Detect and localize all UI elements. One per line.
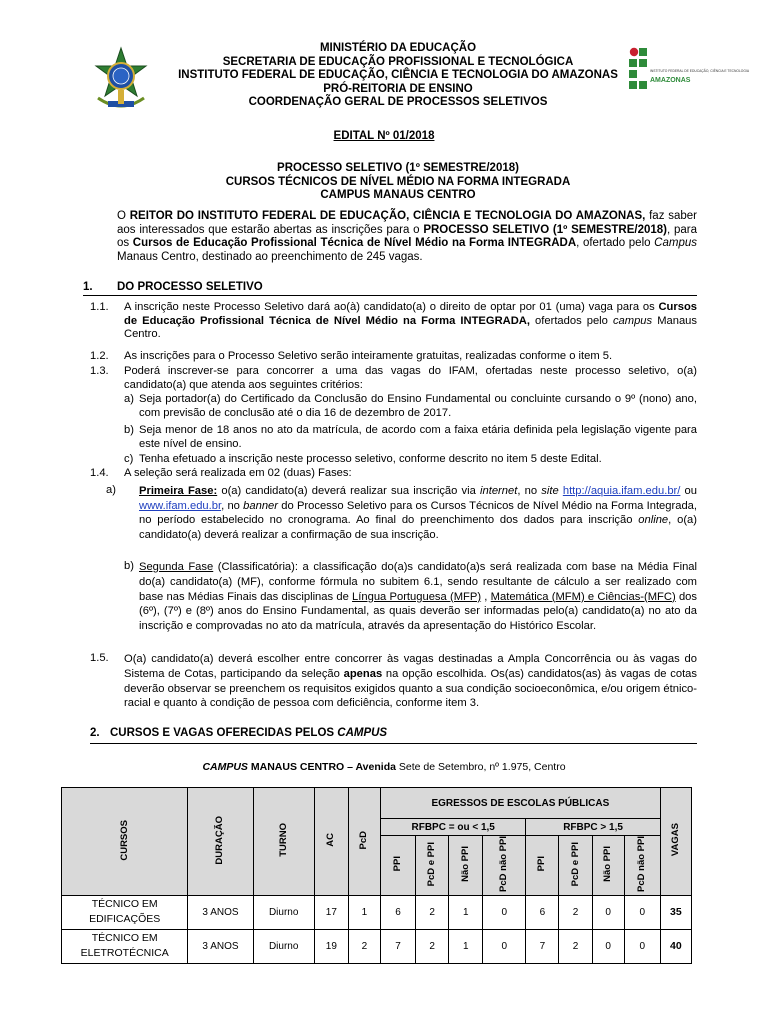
section-1-number: 1. (83, 281, 93, 293)
item-1-3-c-letter: c) (124, 453, 134, 465)
cell-curso: TÉCNICO EM EDIFICAÇÕES (62, 895, 188, 929)
item-1-4-b-letter: b) (124, 560, 134, 572)
table-row (62, 895, 692, 929)
brazil-coat-of-arms-icon (88, 46, 154, 116)
processo-line-3: CAMPUS MANAUS CENTRO (320, 189, 476, 201)
campus-address-line: CAMPUS MANAUS CENTRO – Avenida Sete de Setembro, nº 1.975, Centro (202, 761, 566, 773)
edital-title: EDITAL Nº 01/2018 (333, 130, 435, 142)
cell-turno: Diurno (253, 929, 314, 963)
cell-high-pcd-ppi: 2 (559, 929, 592, 963)
item-1-1-text: A inscrição neste Processo Seletivo dará ao(à) candidato(a) o direito de optar por 01 (uma) vaga para os Cursos de Educação Profissional Técnica de Nível Médio na Forma INTEGRADA, ofertados pelo campus Manaus Centro. (124, 301, 697, 340)
item-1-3-a-letter: a) (124, 393, 134, 405)
aquia-link[interactable]: http://aquia.ifam.edu.br/ (562, 485, 681, 497)
cell-high-pcd-nao-ppi: 0 (624, 929, 660, 963)
cell-low-pcd-ppi: 2 (416, 895, 449, 929)
processo-line-1: PROCESSO SELETIVO (1º SEMESTRE/2018) (277, 162, 519, 174)
item-1-4-b-text: Segunda Fase (Classificatória): a classificação do(a)s candidato(a)s será realizada com base na Média Final do(a) candidato(a) (MF), conforme fórmula no subitem 6.1, sendo resultante de cálculo a ser realizado com base nas Médias Finais das disciplinas de Língua Portuguesa (MFP) , Matemática (MFM) e Ciências-(MFC) dos (6º), (7º) e (8º) anos do Ensino Fundamental, as quais deverão ser informadas pelo(a) candidato(a) no ato da inscrição e comprovadas no ato da matrícula, através da apresentação do Histórico Escolar. (139, 561, 697, 633)
header-secretaria: SECRETARIA DE EDUCAÇÃO PROFISSIONAL E TECNOLÓGICA (222, 55, 574, 68)
th-low-pcd-nao-ppi: PcD não PPI (483, 836, 526, 896)
th-high-pcd-ppi: PcD e PPI (559, 836, 592, 896)
item-1-3-number: 1.3. (90, 365, 109, 377)
item-1-3-a-text: Seja portador(a) do Certificado da Conclusão do Ensino Fundamental ou concluinte cursando o 9º (nono) ano, com previsão de conclusão até o dia 16 de dezembro de 2017. (139, 393, 697, 419)
cell-vagas: 40 (660, 929, 691, 963)
th-vagas: VAGAS (660, 788, 691, 896)
cell-high-pcd-nao-ppi: 0 (624, 895, 660, 929)
item-1-3-c-text: Tenha efetuado a inscrição neste processo seletivo, conforme descrito no item 5 deste Edital. (139, 453, 602, 465)
item-1-5-number: 1.5. (90, 652, 109, 664)
cell-vagas: 35 (660, 895, 691, 929)
cell-low-pcd-nao-ppi: 0 (483, 895, 526, 929)
cell-ac: 17 (314, 895, 348, 929)
cell-pcd: 2 (348, 929, 380, 963)
section-1-rule (83, 295, 697, 296)
intro-paragraph: O REITOR DO INSTITUTO FEDERAL DE EDUCAÇÃO, CIÊNCIA E TECNOLOGIA DO AMAZONAS, faz saber aos interessados que estarão abertas as inscrições para o PROCESSO SELETIVO (1º SEMESTRE/2018), para os Cursos de Educação Profissional Técnica de Nível Médio na Forma INTEGRADA, ofertado pelo Campus Manaus Centro, destinado ao preenchimento de 245 vagas. (117, 210, 698, 263)
cell-pcd: 1 (348, 895, 380, 929)
document-header (150, 42, 646, 110)
svg-text:AMAZONAS: AMAZONAS (650, 77, 691, 84)
item-1-4-number: 1.4. (90, 467, 109, 479)
svg-text:INSTITUTO FEDERAL DE EDUCAÇÃO,: INSTITUTO FEDERAL DE EDUCAÇÃO, CIÊNCIA E TECNOLOGIA (650, 69, 750, 73)
section-2-title: CURSOS E VAGAS OFERECIDAS PELOS CAMPUS (110, 727, 388, 739)
th-high-nao-ppi: Não PPI (592, 836, 624, 896)
vagas-table (61, 787, 692, 964)
th-low-pcd-ppi: PcD e PPI (416, 836, 449, 896)
item-1-3-b-text: Seja menor de 18 anos no ato da matrícula, de acordo com a faixa etária definida pela legislação vigente para este nível de ensino. (139, 424, 697, 450)
cell-high-pcd-ppi: 2 (559, 895, 592, 929)
cell-duracao: 3 ANOS (188, 929, 253, 963)
th-pcd: PcD (348, 788, 380, 896)
th-turno: TURNO (253, 788, 314, 896)
item-1-4-a-letter: a) (106, 484, 116, 496)
cell-high-nao-ppi: 0 (592, 895, 624, 929)
cell-low-ppi: 6 (380, 895, 415, 929)
th-egressos: EGRESSOS DE ESCOLAS PÚBLICAS (380, 788, 660, 819)
processo-title-block (150, 162, 646, 203)
cell-low-pcd-nao-ppi: 0 (483, 929, 526, 963)
section-1-title: DO PROCESSO SELETIVO (117, 281, 263, 293)
th-duracao: DURAÇÃO (188, 788, 253, 896)
item-1-2-number: 1.2. (90, 350, 109, 362)
cell-high-nao-ppi: 0 (592, 929, 624, 963)
th-rfbpc-high: RFBPC > 1,5 (526, 819, 660, 836)
item-1-4-text: A seleção será realizada em 02 (duas) Fases: (124, 467, 352, 479)
th-ac: AC (314, 788, 348, 896)
item-1-2-text: As inscrições para o Processo Seletivo serão inteiramente gratuitas, realizadas conforme o item 5. (124, 350, 613, 362)
cell-curso: TÉCNICO EM ELETROTÉCNICA (62, 929, 188, 963)
cell-low-ppi: 7 (380, 929, 415, 963)
th-rfbpc-low: RFBPC = ou < 1,5 (380, 819, 525, 836)
processo-line-2: CURSOS TÉCNICOS DE NÍVEL MÉDIO NA FORMA INTEGRADA (225, 175, 571, 188)
section-2-number: 2. (90, 727, 100, 739)
header-instituto: INSTITUTO FEDERAL DE EDUCAÇÃO, CIÊNCIA E TECNOLOGIA DO AMAZONAS (178, 69, 618, 81)
cell-low-nao-ppi: 1 (449, 895, 483, 929)
header-ministerio: MINISTÉRIO DA EDUCAÇÃO (319, 42, 477, 54)
th-low-ppi: PPI (380, 836, 415, 896)
item-1-4-a-text: Primeira Fase: o(a) candidato(a) deverá realizar sua inscrição via internet, no site http://aquia.ifam.edu.br/ ou www.ifam.edu.br, no banner do Processo Seletivo para os Cursos Técnicos de Nível Médio na Forma Integrada, no período estabelecido no cronograma. Ao final do preenchimento dos dados para inscrição online, o(a) candidato(a) deverá realizar a confirmação de sua inscrição. (139, 485, 698, 541)
th-high-ppi: PPI (526, 836, 559, 896)
ifam-website-link[interactable]: www.ifam.edu.br (139, 499, 222, 512)
table-row (62, 929, 692, 963)
header-pro-reitoria: PRÓ-REITORIA DE ENSINO (323, 82, 473, 95)
cell-low-nao-ppi: 1 (449, 929, 483, 963)
item-1-3-b-letter: b) (124, 424, 134, 436)
item-1-1-number: 1.1. (90, 301, 109, 313)
cell-turno: Diurno (253, 895, 314, 929)
item-1-5-text: O(a) candidato(a) deverá escolher entre concorrer às vagas destinadas a Ampla Concorrência ou às vagas do Sistema de Cotas, participando da seleção apenas na opção escolhida. Os(as) candidatos(as) às vagas de cotas deverão observar se preenchem os requisitos exigidos quanto a sua condição socioeconômica, e/ou origem étnico-racial e quanto à condição de pessoa com deficiência, conforme item 3. (124, 653, 697, 710)
cell-high-ppi: 6 (526, 895, 559, 929)
cell-high-ppi: 7 (526, 929, 559, 963)
section-2-rule (90, 743, 697, 744)
header-coordenacao: COORDENAÇÃO GERAL DE PROCESSOS SELETIVOS (248, 96, 548, 108)
cell-duracao: 3 ANOS (188, 895, 253, 929)
cell-ac: 19 (314, 929, 348, 963)
th-cursos: CURSOS (62, 788, 188, 896)
th-high-pcd-nao-ppi: PcD não PPI (624, 836, 660, 896)
th-low-nao-ppi: Não PPI (449, 836, 483, 896)
cell-low-pcd-ppi: 2 (416, 929, 449, 963)
item-1-3-text: Poderá inscrever-se para concorrer a uma das vagas do IFAM, ofertadas neste processo seletivo, o(a) candidato(a) que atenda aos seguintes critérios: (124, 365, 697, 391)
